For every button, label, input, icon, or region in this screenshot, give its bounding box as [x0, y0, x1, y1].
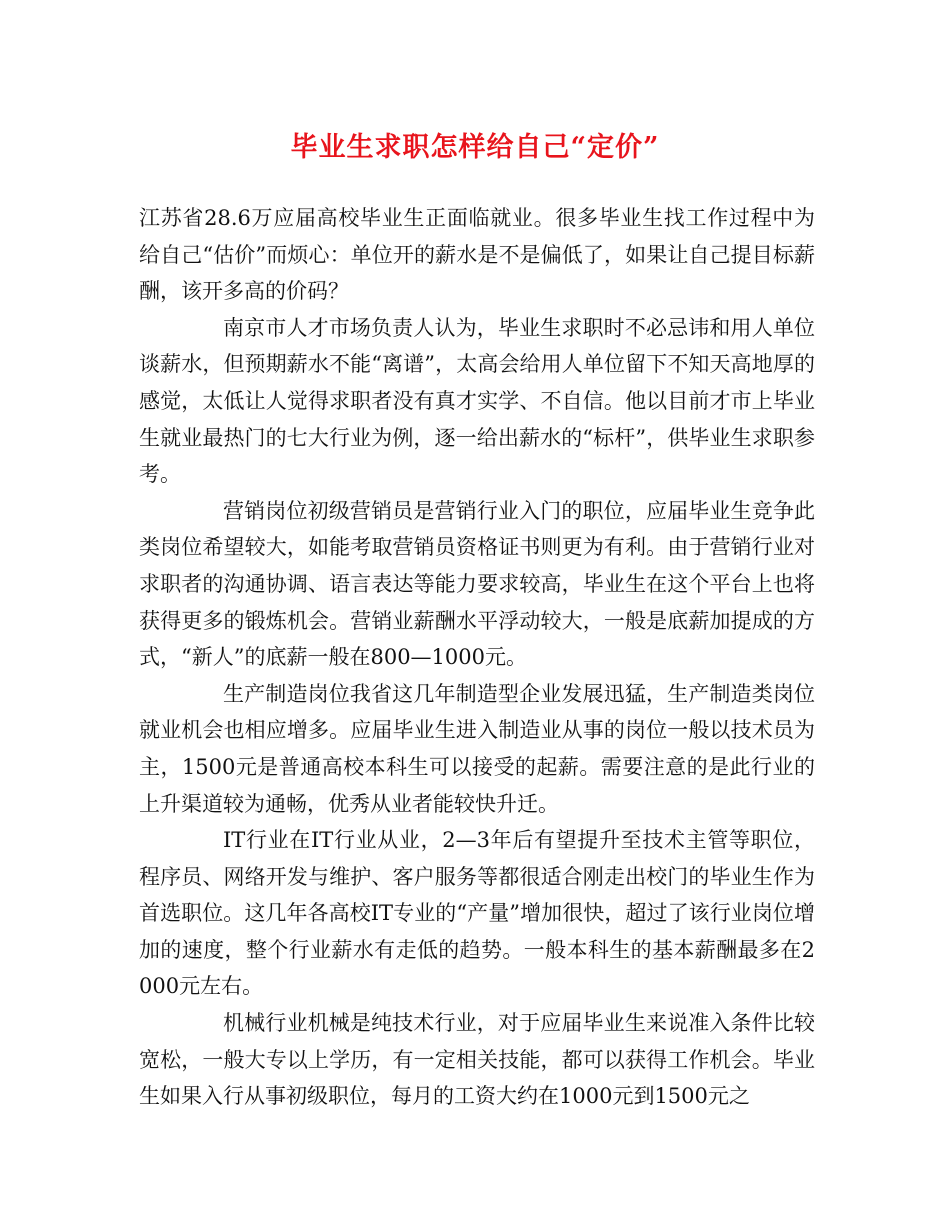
- paragraph-intro: 江苏省28.6万应届高校毕业生正面临就业。很多毕业生找工作过程中为给自己“估价”而烦心：单位开的薪水是不是偏低了，如果让自己提目标薪酬，该开多高的价码？: [139, 206, 815, 304]
- paragraph-talent-market: 南京市人才市场负责人认为，毕业生求职时不必忌讳和用人单位谈薪水，但预期薪水不能“离谱”，太高会给用人单位留下不知天高地厚的感觉，太低让人觉得求职者没有真才实学、不自信。他以目前才市上毕业生就业最热门的七大行业为例，逐一给出薪水的“标杆”，供毕业生求职参考。: [139, 315, 815, 487]
- paragraph-it: IT行业在IT行业从业，2—3年后有望提升至技术主管等职位，程序员、网络开发与维护、客户服务等都很适合刚走出校门的毕业生作为首选职位。这几年各高校IT专业的“产量”增加很快，超过了该行业岗位增加的速度，整个行业薪水有走低的趋势。一般本科生的基本薪酬最多在2000元左右。: [139, 828, 815, 999]
- paragraph-marketing: 营销岗位初级营销员是营销行业入门的职位，应届毕业生竞争此类岗位希望较大，如能考取营销员资格证书则更为有利。由于营销行业对求职者的沟通协调、语言表达等能力要求较高，毕业生在这个平台上也将获得更多的锻炼机会。营销业薪酬水平浮动较大，一般是底薪加提成的方式，“新人”的底薪一般在800—1000元。: [139, 498, 815, 670]
- paragraph-manufacturing: 生产制造岗位我省这几年制造型企业发展迅猛，生产制造类岗位就业机会也相应增多。应届毕业生进入制造业从事的岗位一般以技术员为主，1500元是普通高校本科生可以接受的起薪。需要注意的是此行业的上升渠道较为通畅，优秀从业者能较快升迁。: [139, 681, 815, 816]
- paragraph-machinery: 机械行业机械是纯技术行业，对于应届毕业生来说准入条件比较宽松，一般大专以上学历，有一定相关技能，都可以获得工作机会。毕业生如果入行从事初级职位，每月的工资大约在1000元到1500元之: [139, 1011, 815, 1109]
- document-body: [139, 200, 815, 1115]
- document-title: 毕业生求职怎样给自己“定价”: [290, 132, 660, 163]
